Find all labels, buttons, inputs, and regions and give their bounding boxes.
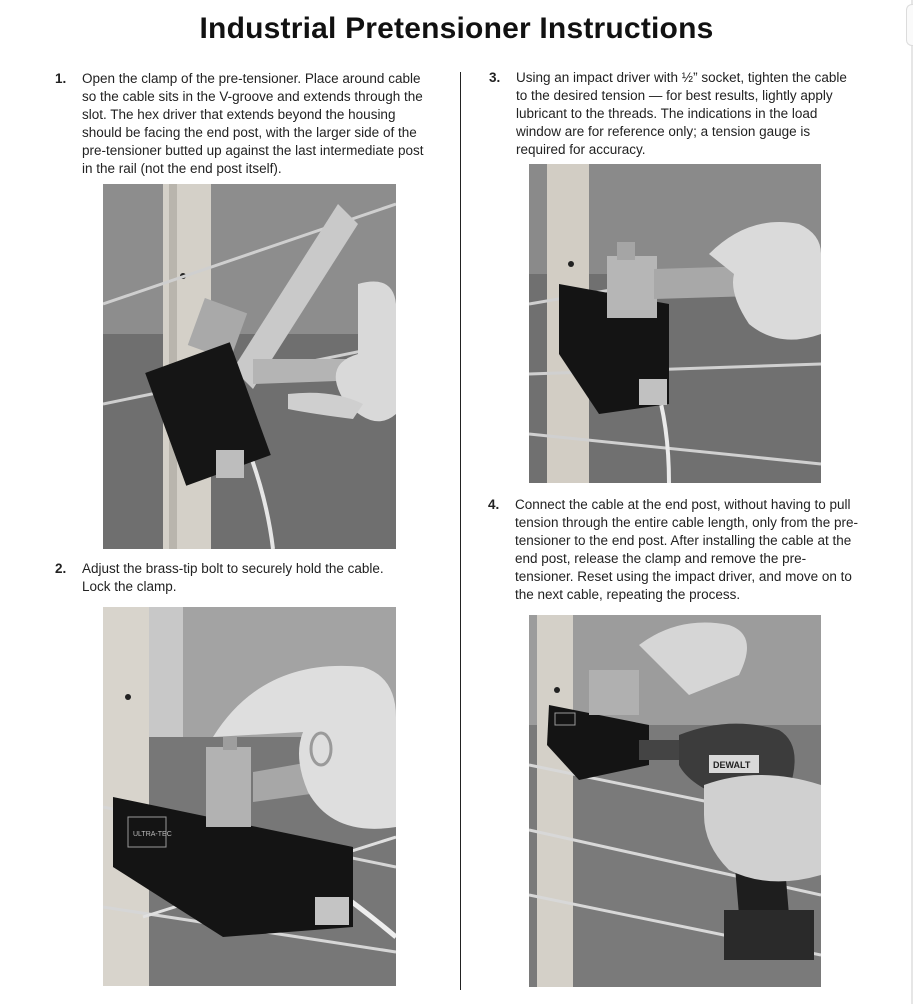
photo-step-4	[529, 615, 821, 987]
column-divider	[460, 72, 461, 990]
photo-step-3	[529, 164, 821, 483]
step-number: 4.	[488, 497, 500, 512]
step-text: Open the clamp of the pre-tensioner. Place around cable so the cable sits in the V-groove and extends through the slot. The hex driver that extends beyond the housing should be facing the end post, with the larger side of the pre-tensioner butted up against the last intermediate post in the rail (not the end post itself).	[82, 71, 424, 176]
housing-brand-mark: ULTRA-TEC	[133, 831, 172, 838]
drill-brand-mark: DEWALT	[713, 760, 751, 770]
step-number: 2.	[55, 561, 67, 576]
brass-tip-bolt-photo	[103, 607, 396, 986]
photo-step-1	[103, 184, 396, 549]
end-post-install-photo	[529, 615, 821, 987]
page-title: Industrial Pretensioner Instructions	[199, 12, 714, 45]
photo-step-2	[103, 607, 396, 986]
step-number: 1.	[55, 71, 67, 86]
step-text: Adjust the brass-tip bolt to securely hold the cable. Lock the clamp.	[82, 561, 384, 594]
step-text: Connect the cable at the end post, without having to pull tension through the entire cable length, only from the pre-tensioner to the end post. After installing the cable at the end post, release the clamp and remove the pre-tensioner. Reset using the impact driver, and move on to the next cable, repeating the process.	[515, 497, 858, 602]
pretensioner-clamp-photo	[103, 184, 396, 549]
step-number: 3.	[489, 70, 501, 85]
step-text: Using an impact driver with ½” socket, tighten the cable to the desired tension — for best results, lightly apply lubricant to the threads. The indications in the load window are for reference only; a tension gauge is required for accuracy.	[516, 70, 847, 157]
impact-driver-tension-photo	[529, 164, 821, 483]
